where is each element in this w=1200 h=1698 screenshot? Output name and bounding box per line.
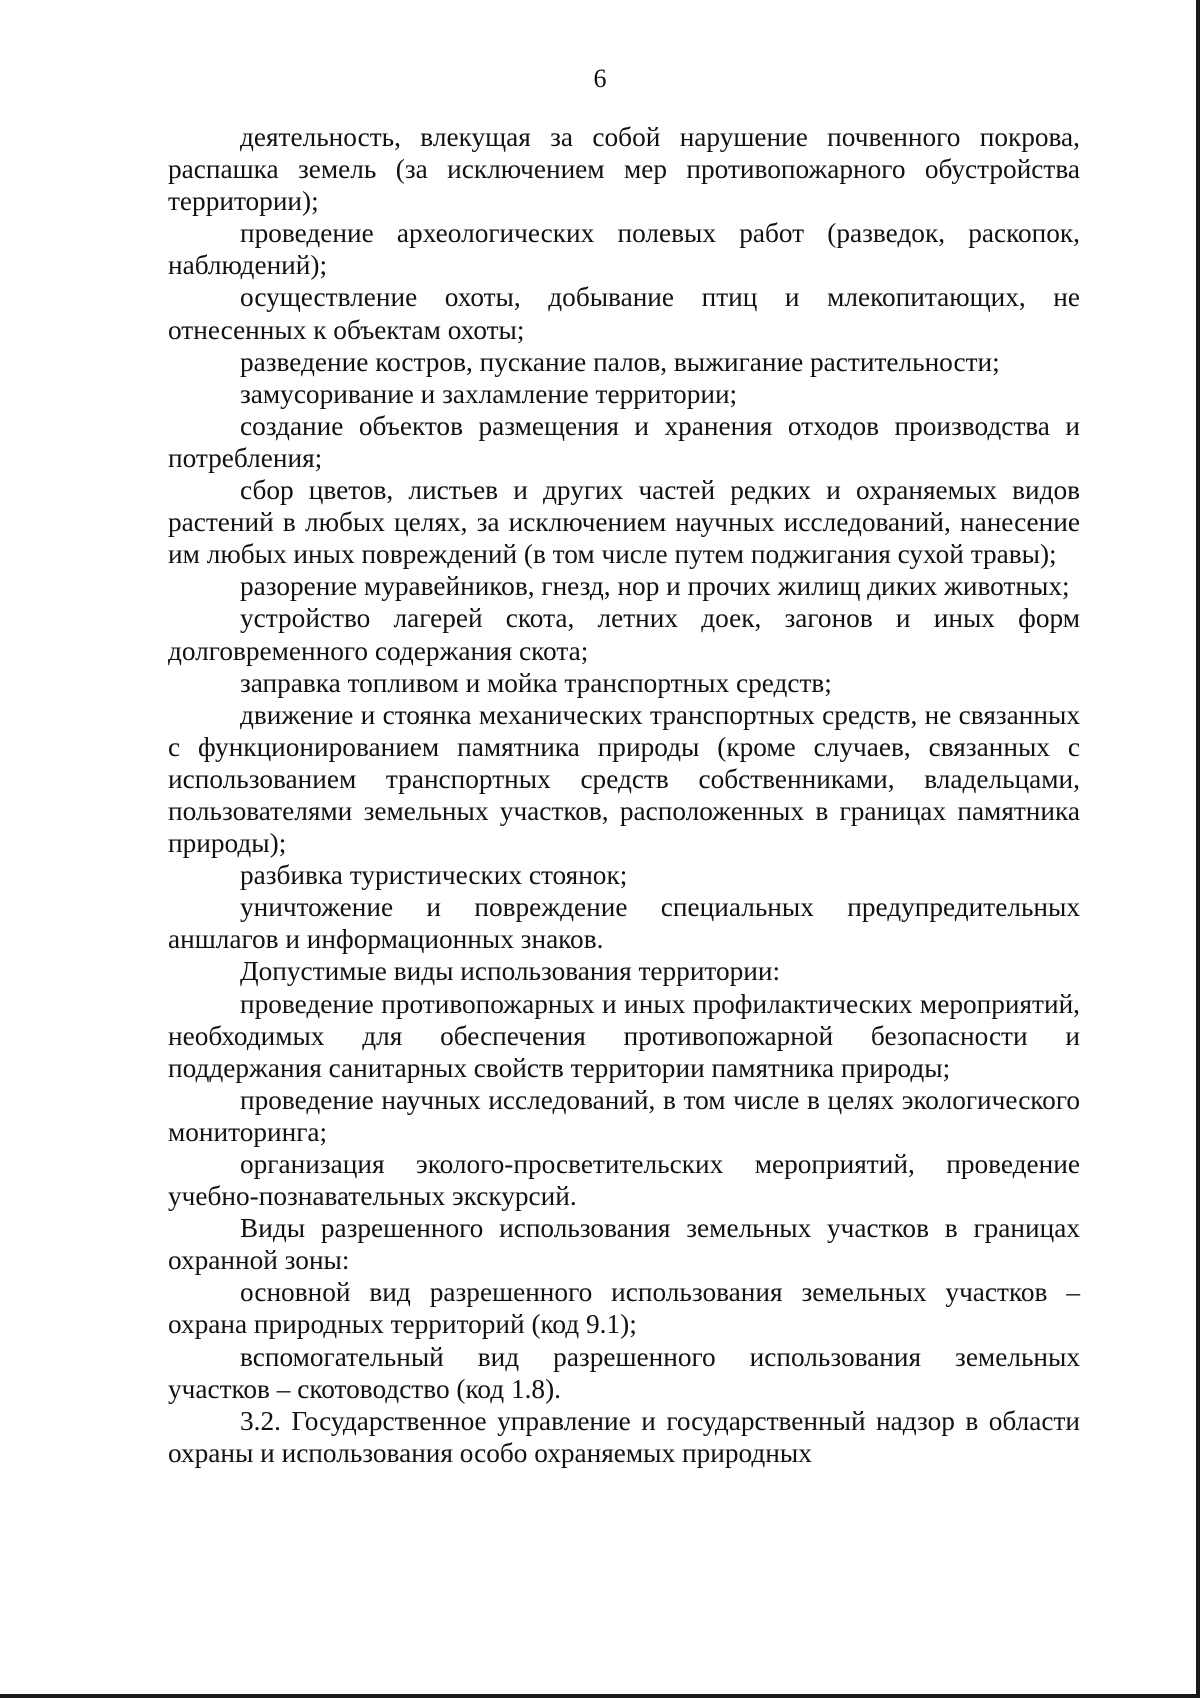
paragraph: организация эколого-просветительских мероприятий, проведение учебно-познавательных экскурсий. bbox=[168, 1149, 1080, 1212]
paragraph: замусоривание и захламление территории; bbox=[240, 378, 738, 409]
paragraph: устройство лагерей скота, летних доек, загонов и иных форм долговременного содержания скота; bbox=[168, 603, 1080, 666]
paragraph: вспомогательный вид разрешенного использования земельных участков – скотоводство (код 1.8). bbox=[168, 1341, 1080, 1404]
paragraph: сбор цветов, листьев и других частей редких и охраняемых видов растений в любых целях, за исключением научных исследований, нанесение им любых иных повреждений (в том числе путем поджигания сухой травы); bbox=[168, 475, 1080, 570]
paragraph: проведение противопожарных и иных профилактических мероприятий, необходимых для обеспечения противопожарной безопасности и поддержания санитарных свойств территории памятника природы; bbox=[168, 988, 1080, 1083]
section-paragraph: 3.2. Государственное управление и государственный надзор в области охраны и использования особо охраняемых природных bbox=[168, 1405, 1080, 1468]
section-heading: Допустимые виды использования территории: bbox=[240, 956, 781, 987]
paragraph: уничтожение и повреждение специальных предупредительных аншлагов и информационных знаков. bbox=[168, 892, 1080, 955]
paragraph: создание объектов размещения и хранения отходов производства и потребления; bbox=[168, 410, 1080, 473]
paragraph: деятельность, влекущая за собой нарушение почвенного покрова, распашка земель (за исключением мер противопожарного обустройства территории); bbox=[168, 122, 1080, 217]
section-heading: Виды разрешенного использования земельных участков в границах охранной зоны: bbox=[168, 1213, 1080, 1276]
paragraph: разорение муравейников, гнезд, нор и прочих жилищ диких животных; bbox=[240, 571, 1070, 602]
document-body bbox=[168, 121, 1080, 1469]
paragraph: осуществление охоты, добывание птиц и млекопитающих, не отнесенных к объектам охоты; bbox=[168, 282, 1080, 345]
paragraph: заправка топливом и мойка транспортных средств; bbox=[240, 667, 832, 698]
paragraph: проведение археологических полевых работ (разведок, раскопок, наблюдений); bbox=[168, 218, 1080, 281]
paragraph: основной вид разрешенного использования земельных участков – охрана природных территорий (код 9.1); bbox=[168, 1277, 1080, 1340]
paragraph: движение и стоянка механических транспортных средств, не связанных с функционированием памятника природы (кроме случаев, связанных с использованием транспортных средств собственниками, владельцами, пользователями земельных участков, расположенных в границах памятника природы); bbox=[168, 699, 1080, 859]
paragraph: разведение костров, пускание палов, выжигание растительности; bbox=[240, 346, 1000, 377]
paragraph: разбивка туристических стоянок; bbox=[240, 860, 628, 891]
page-number: 6 bbox=[593, 64, 607, 93]
paragraph: проведение научных исследований, в том числе в целях экологического мониторинга; bbox=[168, 1084, 1080, 1147]
